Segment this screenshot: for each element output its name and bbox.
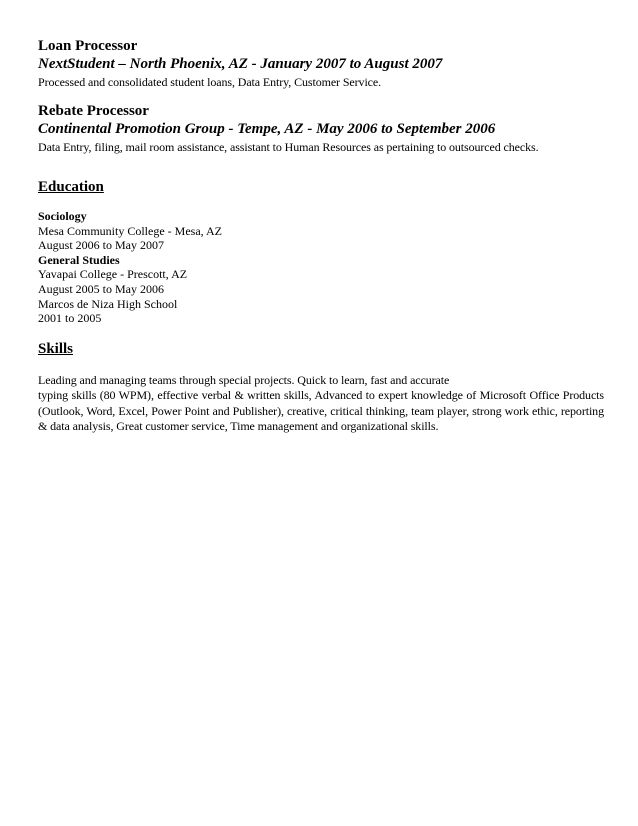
- education-field: General Studies: [38, 252, 120, 267]
- skills-heading: Skills: [38, 340, 74, 357]
- education-heading: Education: [38, 179, 104, 195]
- education-dates: August 2005 to May 2006: [38, 281, 164, 296]
- education-dates: 2001 to 2005: [38, 311, 102, 326]
- education-list: [38, 209, 604, 326]
- job-entry: [38, 38, 604, 90]
- education-field: Sociology: [38, 209, 87, 223]
- skills-first-line: Leading and managing teams through special projects. Quick to learn, fast and accurate: [38, 372, 450, 387]
- job-entry: [38, 103, 604, 155]
- education-school: Marcos de Niza High School: [38, 296, 178, 311]
- job-description: Processed and consolidated student loans, Data Entry, Customer Service.: [38, 75, 382, 89]
- education-school: Yavapai College - Prescott, AZ: [38, 267, 188, 282]
- education-school: Mesa Community College - Mesa, AZ: [38, 223, 222, 238]
- job-description: Data Entry, filing, mail room assistance, assistant to Human Resources as pertaining to outsourced checks.: [38, 140, 539, 154]
- job-company: Continental Promotion Group - Tempe, AZ - May 2006 to September 2006: [38, 121, 496, 137]
- job-title: Loan Processor: [38, 38, 138, 54]
- job-title: Rebate Processor: [38, 103, 149, 119]
- skills-description: [38, 373, 604, 435]
- job-company: NextStudent – North Phoenix, AZ - January 2007 to August 2007: [38, 56, 443, 72]
- education-dates: August 2006 to May 2007: [38, 238, 164, 253]
- resume-page: [38, 38, 604, 435]
- skills-paragraph: typing skills (80 WPM), effective verbal & written skills, Advanced to expert knowledge of Microsoft Office Products (Outlook, Word, Excel, Power Point and Publisher), creative, critical thinking, team player, strong work ethic, reporting & data analysis, Great customer service, Time management and organizational skills.: [38, 388, 604, 434]
